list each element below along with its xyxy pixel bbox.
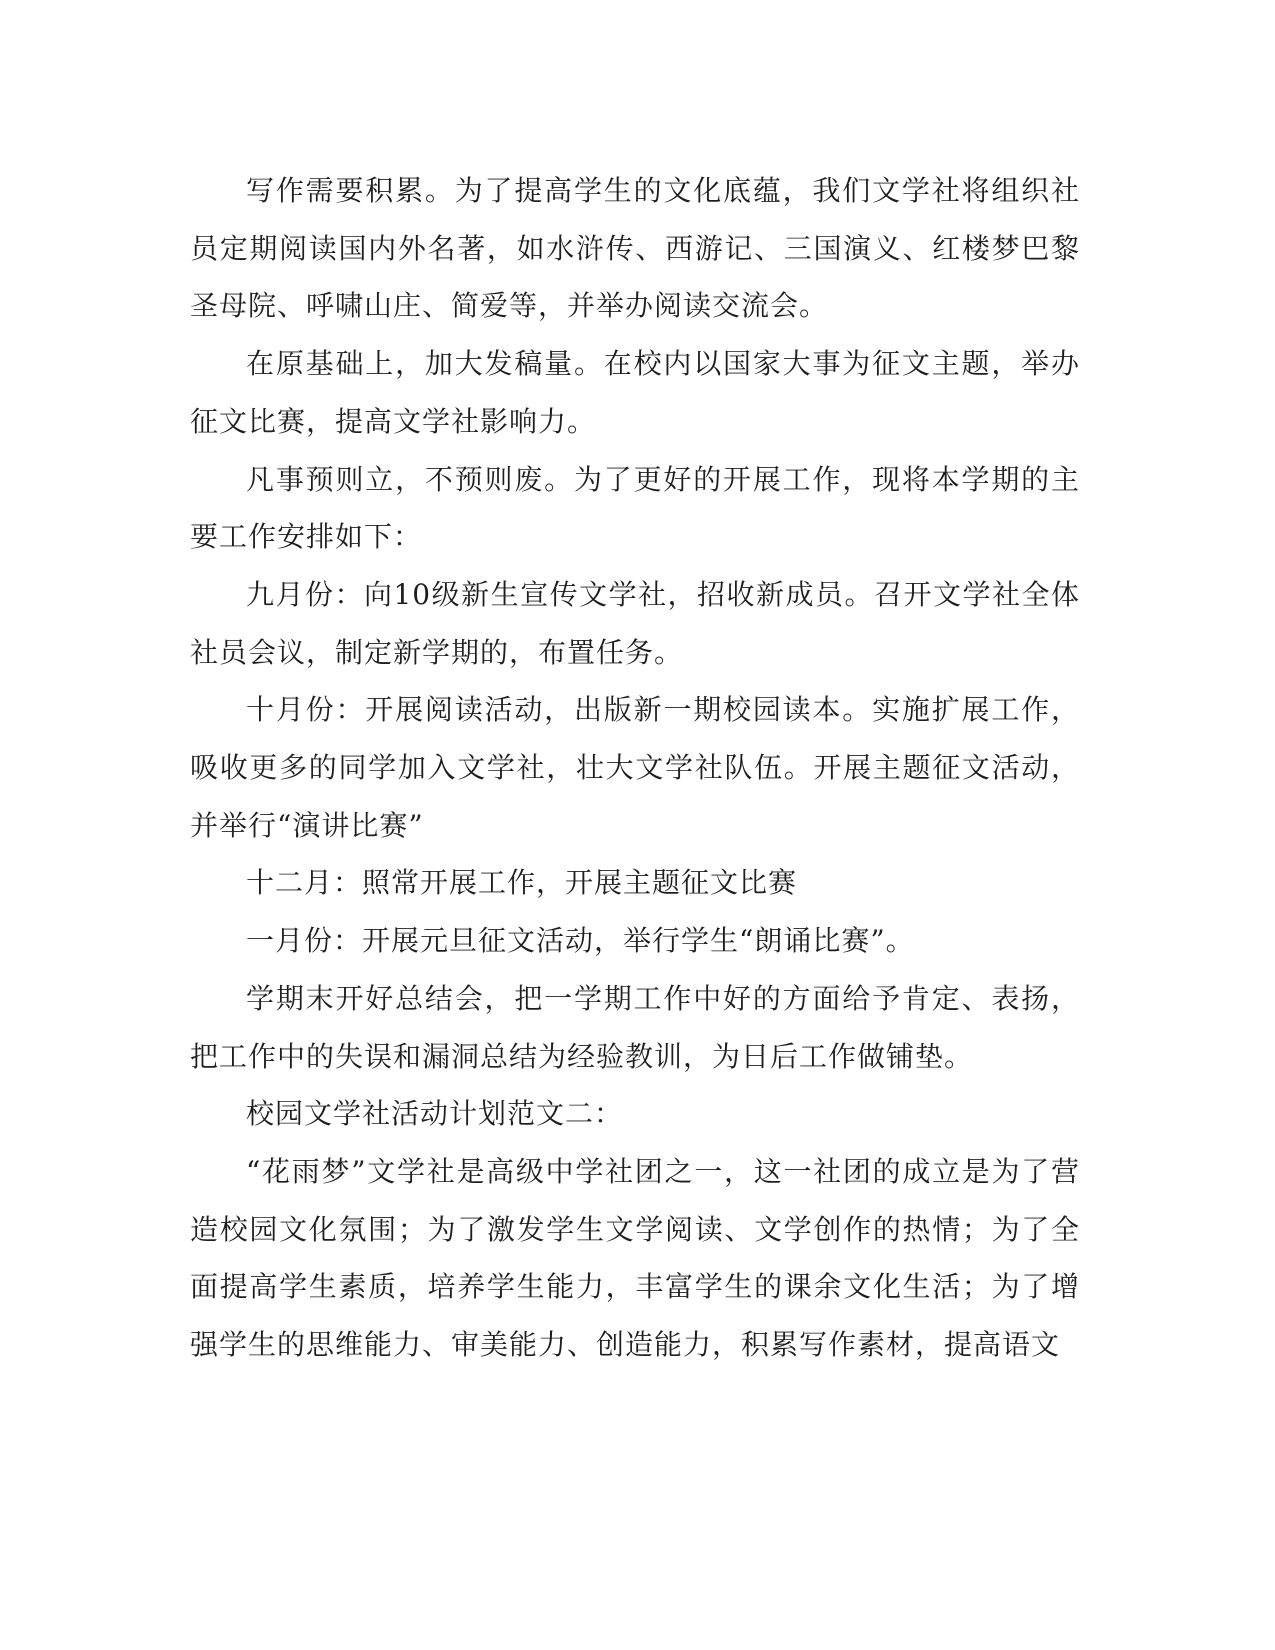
document-body <box>190 162 1080 1374</box>
paragraph-january: 一月份：开展元旦征文活动，举行学生“朗诵比赛”。 <box>246 924 915 958</box>
paragraph-reading-plan: 写作需要积累。为了提高学生的文化底蕴，我们文学社将组织社员定期阅读国内外名著，如水浒传、西游记、三国演义、红楼梦巴黎圣母院、呼啸山庄、简爱等，并举办阅读交流会。 <box>190 174 1080 323</box>
paragraph-publishing: 在原基础上，加大发稿量。在校内以国家大事为征文主题，举办征文比赛，提高文学社影响力。 <box>190 347 1080 438</box>
paragraph-club-intro: “花雨梦”文学社是高级中学社团之一，这一社团的成立是为了营造校园文化氛围；为了激发学生文学阅读、文学创作的热情；为了全面提高学生素质，培养学生能力，丰富学生的课余文化生活；为了增强学生的思维能力、审美能力、创造能力，积累写作素材，提高语文 <box>190 1154 1080 1362</box>
paragraph-october: 十月份：开展阅读活动，出版新一期校园读本。实施扩展工作，吸收更多的同学加入文学社，壮大文学社队伍。开展主题征文活动，并举行“演讲比赛” <box>190 693 1080 842</box>
paragraph-sample-two-heading: 校园文学社活动计划范文二： <box>246 1097 624 1131</box>
paragraph-december: 十二月：照常开展工作，开展主题征文比赛 <box>246 866 798 900</box>
paragraph-september: 九月份：向10级新生宣传文学社，招收新成员。召开文学社全体社员会议，制定新学期的，布置任务。 <box>190 577 1080 669</box>
paragraph-plan-intro: 凡事预则立，不预则废。为了更好的开展工作，现将本学期的主要工作安排如下： <box>190 462 1080 554</box>
paragraph-term-summary: 学期末开好总结会，把一学期工作中好的方面给予肯定、表扬，把工作中的失误和漏洞总结为经验教训，为日后工作做铺垫。 <box>190 981 1080 1073</box>
